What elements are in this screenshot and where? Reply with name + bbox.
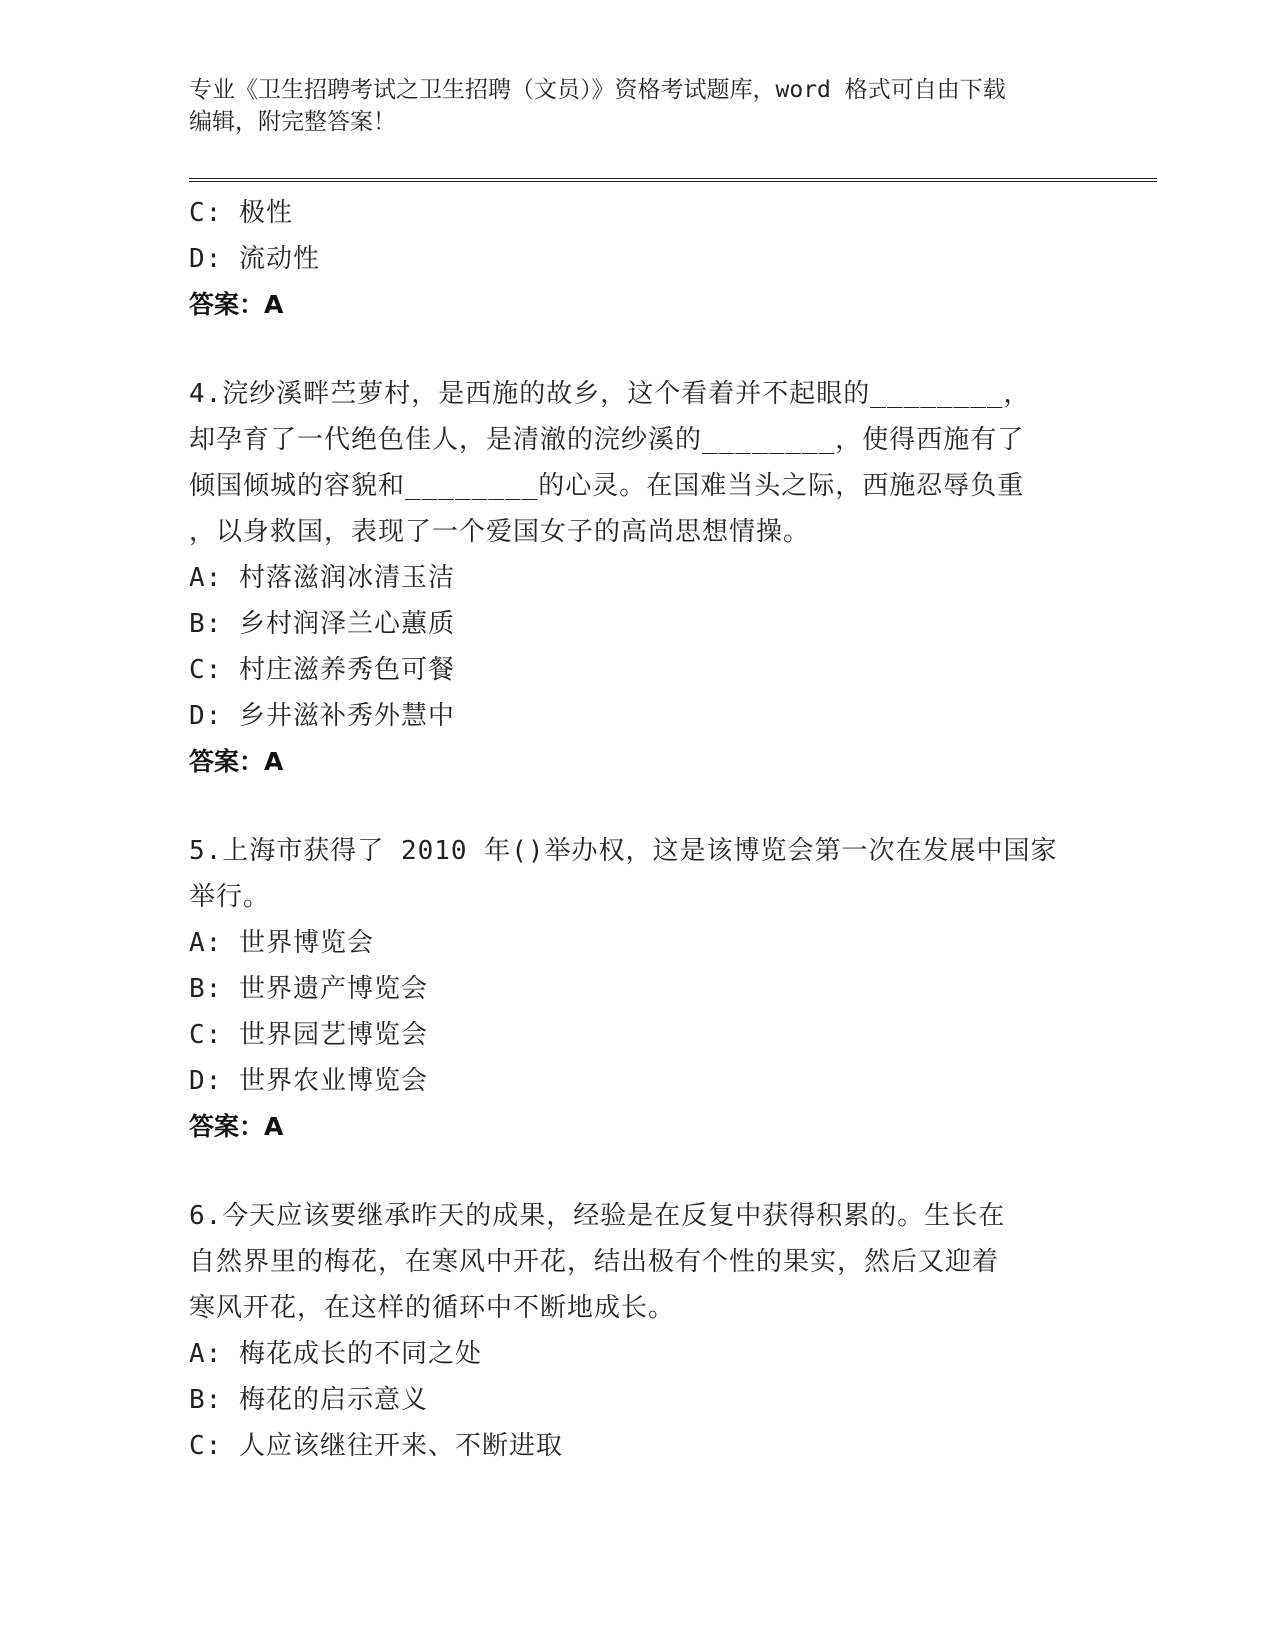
answer-line: 答案：A — [189, 290, 284, 319]
option-b: B: 世界遗产博览会 — [189, 974, 428, 1004]
question-stem-line: ，以身救国，表现了一个爱国女子的高尚思想情操。 — [189, 517, 811, 547]
option-c: C: 极性 — [189, 198, 293, 228]
question-4 — [189, 371, 1089, 785]
option-d: D: 流动性 — [189, 244, 320, 274]
answer-line: 答案：A — [189, 747, 284, 776]
option-c: C: 人应该继往开来、不断进取 — [189, 1431, 563, 1461]
question-stem-line: 自然界里的梅花，在寒风中开花，结出极有个性的果实，然后又迎着 — [189, 1247, 1000, 1277]
question-stem-line: 6.今天应该要继承昨天的成果，经验是在反复中获得积累的。生长在 — [189, 1201, 1006, 1231]
question-stem-line: 却孕育了一代绝色佳人，是清澈的浣纱溪的________，使得西施有了 — [189, 425, 1025, 455]
question-5 — [189, 828, 1089, 1150]
option-b: B: 梅花的启示意义 — [189, 1385, 428, 1415]
question-stem-line: 4.浣纱溪畔苎萝村，是西施的故乡，这个看着并不起眼的________， — [189, 379, 1031, 409]
option-b: B: 乡村润泽兰心蕙质 — [189, 609, 455, 639]
answer-line: 答案：A — [189, 1112, 284, 1141]
header-line-2: 编辑，附完整答案！ — [189, 109, 396, 135]
question-stem-line: 举行。 — [189, 882, 271, 912]
question-list — [189, 190, 1089, 1469]
question-6 — [189, 1193, 1089, 1469]
question-3-tail — [189, 190, 1089, 328]
option-a: A: 村落滋润冰清玉洁 — [189, 563, 455, 593]
document-header — [189, 74, 1089, 138]
header-divider — [189, 178, 1157, 182]
question-stem-line: 倾国倾城的容貌和________的心灵。在国难当头之际，西施忍辱负重 — [189, 471, 1025, 501]
option-a: A: 世界博览会 — [189, 928, 374, 958]
header-line-1: 专业《卫生招聘考试之卫生招聘（文员）》资格考试题库，word 格式可自由下载 — [189, 77, 1006, 103]
question-stem-line: 5.上海市获得了 2010 年()举办权，这是该博览会第一次在发展中国家 — [189, 836, 1058, 866]
option-a: A: 梅花成长的不同之处 — [189, 1339, 482, 1369]
question-stem-line: 寒风开花，在这样的循环中不断地成长。 — [189, 1293, 676, 1323]
option-c: C: 村庄滋养秀色可餐 — [189, 655, 455, 685]
option-c: C: 世界园艺博览会 — [189, 1020, 428, 1050]
option-d: D: 世界农业博览会 — [189, 1066, 428, 1096]
option-d: D: 乡井滋补秀外慧中 — [189, 701, 455, 731]
